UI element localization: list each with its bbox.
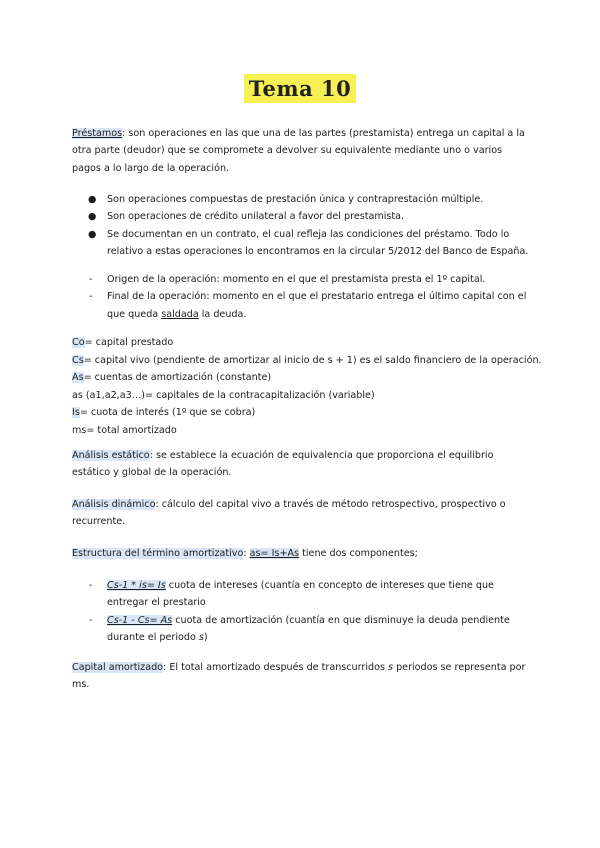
- bullet-marker-icon: ●: [88, 228, 97, 240]
- intro-text: : son operaciones en las que una de las partes (prestamista) entrega un capital a la otra parte (deudor) que se compromete a devolver su equivalente mediante uno o varios pagos a lo largo de la operación.: [72, 128, 525, 174]
- dash-marker-icon: -: [89, 274, 93, 285]
- formula-as: as= Is+As: [249, 548, 300, 559]
- term-cs: Cs: [72, 354, 84, 366]
- page-title: Tema 10: [244, 74, 356, 103]
- def-ms-text: ms= total amortizado: [72, 424, 177, 436]
- dash-item: [72, 271, 532, 288]
- analisis-dinamico-text: : cálculo del capital vivo a través de método retrospectivo, prospectivo o recurrente.: [72, 499, 506, 528]
- def-ms: [72, 422, 542, 440]
- def-as-lower: [72, 387, 542, 405]
- dash-list-components: [72, 577, 532, 647]
- analisis-estatico-text: : se establece la ecuación de equivalencia que proporciona el equilibrio estático y global de la operación.: [72, 450, 494, 479]
- title-block: [0, 74, 600, 103]
- cuota-intereses-text: cuota de intereses (cuantía en concepto de intereses que tiene que entregar el prestario: [107, 580, 494, 609]
- dash-marker-icon: -: [89, 614, 93, 626]
- estructura-text: tiene dos componentes;: [299, 548, 418, 559]
- term-prestamos: Préstamos: [72, 128, 123, 139]
- term-analisis-estatico: Análisis estático: [72, 450, 150, 461]
- def-as: [72, 369, 542, 387]
- bullet-item: [72, 226, 532, 261]
- def-is: [72, 404, 542, 422]
- bullet-item: [72, 208, 532, 225]
- term-is: Is: [72, 407, 80, 419]
- cuota-amortizacion-text: cuota de amortización (cuantía en que disminuye la deuda pendiente durante el periodo: [107, 614, 510, 644]
- period-s: s: [198, 632, 204, 644]
- dash-item: [72, 612, 532, 647]
- capital-amortizado-end: periodos se representa por ms.: [72, 662, 526, 691]
- bullet-marker-icon: ●: [88, 211, 97, 223]
- capital-amortizado-paragraph: [72, 659, 532, 694]
- dash-list-operation: [72, 271, 532, 323]
- def-cs-text: = capital vivo (pendiente de amortizar al inicio de s + 1) es el saldo financiero de la operación.: [83, 354, 542, 366]
- formula-is: Cs-1 * is= Is: [107, 580, 166, 591]
- bullet-text: Son operaciones compuestas de prestación única y contraprestación múltiple.: [107, 194, 484, 205]
- def-as-lower-text: as (a1,a2,a3…)= capitales de la contracapitalización (variable): [72, 389, 375, 401]
- bullet-text: Son operaciones de crédito unilateral a favor del prestamista.: [107, 211, 405, 223]
- def-co: [72, 334, 542, 352]
- intro-paragraph: [72, 125, 532, 177]
- bullet-list: [72, 191, 532, 261]
- term-analisis-dinamico: Análisis dinámico: [72, 499, 156, 510]
- dash-marker-icon: -: [89, 580, 93, 591]
- dash-item: [72, 288, 532, 323]
- analisis-estatico-paragraph: [72, 447, 532, 482]
- periods-s: s: [388, 662, 394, 673]
- dash-marker-icon: -: [89, 291, 93, 303]
- def-as-text: = cuentas de amortización (constante): [83, 372, 272, 384]
- dash-item: [72, 577, 532, 612]
- term-capital-amortizado: Capital amortizado: [72, 662, 164, 673]
- formula-as-component: Cs-1 - Cs= As: [107, 614, 173, 626]
- term-co: Co: [72, 337, 85, 348]
- estructura-sep: :: [243, 548, 250, 559]
- bullet-item: [72, 191, 532, 208]
- final-text-end: la deuda.: [198, 308, 247, 320]
- def-co-text: = capital prestado: [84, 337, 174, 348]
- term-estructura: Estructura del término amortizativo: [72, 548, 244, 559]
- term-as: As: [72, 372, 84, 384]
- definitions-block: [72, 334, 542, 440]
- estructura-paragraph: [72, 545, 532, 562]
- capital-amortizado-text: : El total amortizado después de transcurridos: [163, 662, 389, 673]
- bullet-text: Se documentan en un contrato, el cual refleja las condiciones del préstamo. Todo lo relativo a estas operaciones lo encontramos en la circular 5/2012 del Banco de España.: [107, 228, 529, 258]
- saldada-text: saldada: [161, 308, 199, 320]
- final-text: Final de la operación: momento en el que el prestatario entrega el último capital con el que queda: [107, 291, 527, 320]
- analisis-dinamico-paragraph: [72, 496, 532, 531]
- cuota-amortizacion-end: ): [203, 632, 208, 644]
- origin-text: Origen de la operación: momento en el que el prestamista presta el 1º capital.: [107, 274, 486, 285]
- def-cs: [72, 352, 542, 370]
- bullet-marker-icon: ●: [88, 194, 97, 205]
- def-is-text: = cuota de interés (1º que se cobra): [79, 407, 256, 419]
